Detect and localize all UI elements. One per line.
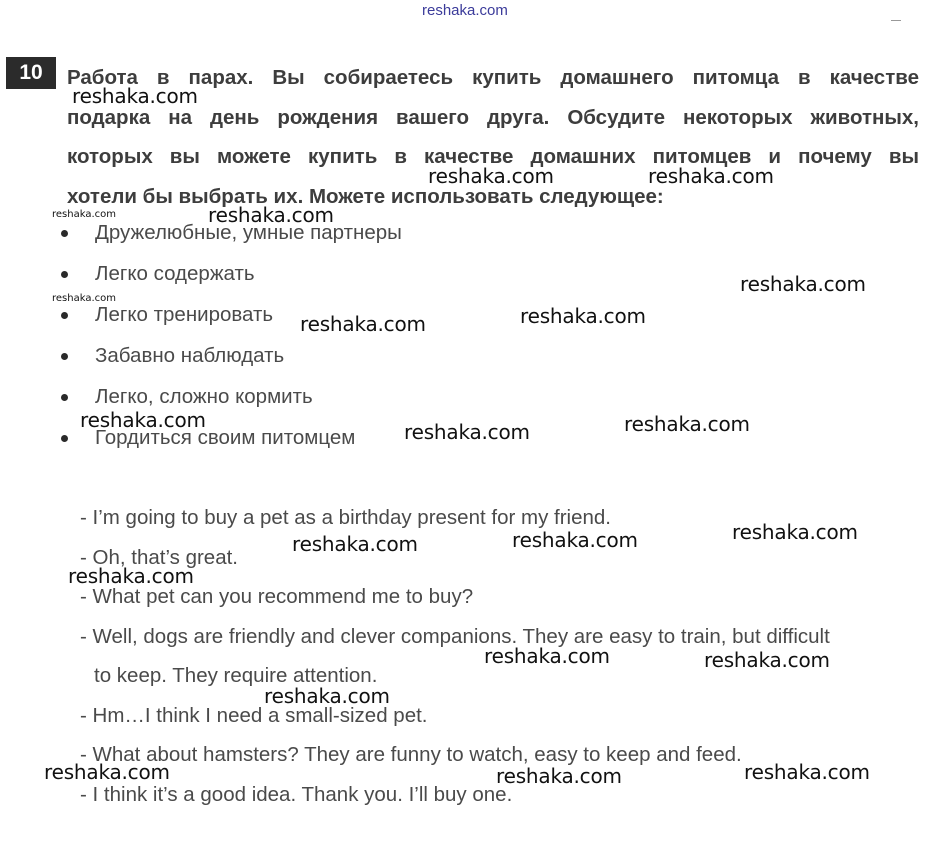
watermark: reshaka.com: [52, 293, 116, 304]
dialogue-line: - Well, dogs are friendly and clever companions. They are easy to train, but difficult: [80, 624, 830, 648]
top-divider: [891, 20, 901, 21]
watermark: reshaka.com: [732, 520, 858, 544]
watermark: reshaka.com: [648, 164, 774, 188]
watermark: reshaka.com: [52, 209, 116, 220]
watermark: reshaka.com: [704, 648, 830, 672]
list-item: Дружелюбные, умные партнеры: [58, 214, 402, 255]
list-item: Легко тренировать: [58, 296, 402, 337]
watermark: reshaka.com: [624, 412, 750, 436]
list-item: Легко, сложно кормить: [58, 378, 402, 419]
dialogue-line: - I’m going to buy a pet as a birthday present for my friend.: [80, 506, 611, 529]
watermark: reshaka.com: [300, 312, 426, 336]
task-instructions: [67, 58, 919, 216]
bullet-icon: [61, 394, 68, 401]
exercise-number: 10: [6, 57, 56, 89]
watermark: reshaka.com: [520, 304, 646, 328]
watermark: reshaka.com: [44, 760, 170, 784]
list-item: Забавно наблюдать: [58, 337, 402, 378]
dialogue-line: - What about hamsters? They are funny to watch, easy to keep and feed.: [80, 743, 742, 766]
watermark: reshaka.com: [484, 644, 610, 668]
bullet-icon: [61, 312, 68, 319]
task-line: Работа в парах. Вы собираетесь купить домашнего питомца в качестве: [67, 66, 919, 89]
watermark: reshaka.com: [428, 164, 554, 188]
task-line: хотели бы выбрать их. Можете использовать следующее:: [67, 184, 664, 208]
bullet-icon: [61, 435, 68, 442]
task-line: которых вы можете купить в качестве домашних питомцев и почему вы: [67, 145, 919, 168]
watermark: reshaka.com: [740, 272, 866, 296]
bullet-icon: [61, 353, 68, 360]
dialogue-line: - I think it’s a good idea. Thank you. I’ll buy one.: [80, 782, 513, 806]
watermark: reshaka.com: [744, 760, 870, 784]
dialogue-line: - What pet can you recommend me to buy?: [80, 585, 474, 608]
watermark: reshaka.com: [68, 564, 194, 588]
watermark: reshaka.com: [496, 764, 622, 788]
watermark: reshaka.com: [264, 684, 390, 708]
watermark: reshaka.com: [404, 420, 530, 444]
watermark: reshaka.com: [512, 528, 638, 552]
watermark: reshaka.com: [72, 84, 198, 108]
dialogue-line: to keep. They require attention.: [94, 664, 378, 687]
list-item: Легко содержать: [58, 255, 402, 296]
bullet-icon: [61, 230, 68, 237]
site-header-link[interactable]: reshaka.com: [422, 2, 508, 19]
watermark: reshaka.com: [80, 408, 206, 432]
dialogue-line: - Hm…I think I need a small-sized pet.: [80, 703, 428, 727]
watermark: reshaka.com: [292, 532, 418, 556]
watermark: reshaka.com: [208, 203, 334, 227]
task-line: подарка на день рождения вашего друга. Обсудите некоторых животных,: [67, 105, 919, 129]
list-item: Гордиться своим питомцем: [58, 419, 402, 460]
bullet-icon: [61, 271, 68, 278]
dialogue-line: - Oh, that’s great.: [80, 545, 239, 569]
